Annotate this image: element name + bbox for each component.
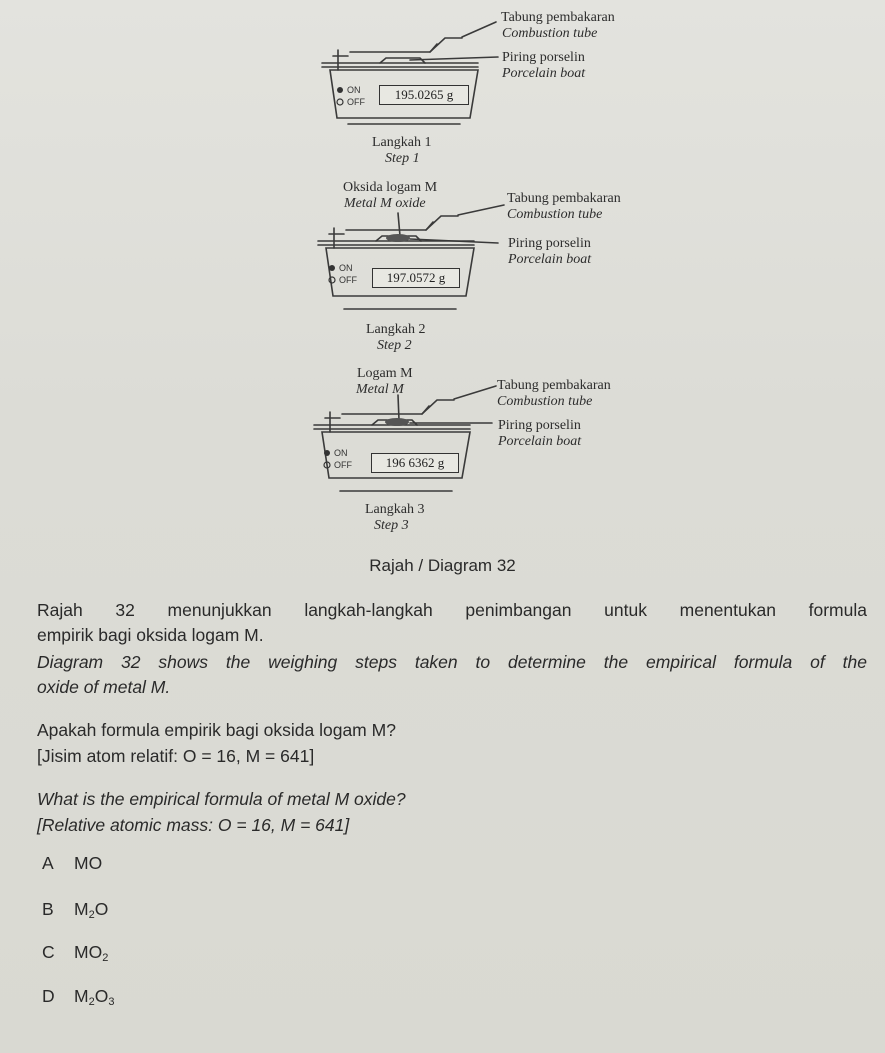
option-formula-main: M (74, 899, 89, 919)
combustion-tube-label-ms: Tabung pembakaran (507, 191, 621, 206)
combustion-tube-label-en: Combustion tube (497, 394, 593, 409)
off-label: OFF (339, 275, 357, 285)
combustion-tube-pointer (454, 386, 496, 399)
scale-reading-step-1: 195.0265 g (379, 85, 469, 105)
combustion-tube-label-ms: Tabung pembakaran (497, 378, 611, 393)
combustion-tube-label-en: Combustion tube (507, 207, 603, 222)
metal-oxide-label-en: Metal M oxide (344, 196, 426, 211)
on-label: ON (339, 263, 353, 273)
porcelain-boat-label-en: Porcelain boat (508, 252, 592, 267)
porcelain-boat-label-ms: Piring porselin (502, 50, 585, 65)
off-label: OFF (334, 460, 352, 470)
option-letter: A (42, 853, 54, 873)
option-formula-subscript: 2 (102, 952, 109, 964)
combustion-tube-pointer (458, 205, 504, 215)
step-2-label-en: Step 2 (377, 338, 412, 353)
question-en: What is the empirical formula of metal M oxide? (37, 789, 406, 809)
metal-oxide-pointer (398, 213, 400, 236)
balance-step-2 (318, 205, 504, 309)
balance-step-1 (322, 22, 498, 124)
option-letter: D (42, 986, 55, 1006)
option-letter: C (42, 942, 55, 962)
scale-reading-step-2: 197.0572 g (372, 268, 460, 288)
option-formula: MO (74, 853, 103, 873)
balance-step-3 (314, 386, 496, 491)
intro-en-line-1: Diagram 32 shows the weighing steps taken to determine the empirical formula of the (37, 652, 867, 672)
atomic-mass-en: [Relative atomic mass: O = 16, M = 641] (37, 815, 350, 835)
metal-label-en: Metal M (356, 382, 404, 397)
option-formula-subscript: 2 (88, 996, 95, 1008)
step-2-label-ms: Langkah 2 (366, 322, 426, 337)
intro-ms-line-2: empirik bagi oksida logam M. (37, 625, 264, 645)
option-a[interactable] (42, 852, 102, 874)
metal-sample (385, 418, 409, 426)
step-3-label-ms: Langkah 3 (365, 502, 425, 517)
porcelain-boat-label-en: Porcelain boat (502, 66, 586, 81)
porcelain-boat-label-en: Porcelain boat (498, 434, 582, 449)
option-formula-subscript: 2 (88, 909, 95, 921)
option-formula-subscript-2: 3 (108, 996, 115, 1008)
step-1-label-en: Step 1 (385, 151, 420, 166)
on-label: ON (334, 448, 348, 458)
option-b[interactable] (42, 898, 108, 926)
step-1-label-ms: Langkah 1 (372, 135, 432, 150)
option-letter: B (42, 899, 54, 919)
option-formula-main: MO (74, 942, 103, 962)
metal-oxide-sample (386, 234, 410, 242)
question-ms: Apakah formula empirik bagi oksida logam M? (37, 720, 396, 740)
metal-oxide-label-ms: Oksida logam M (343, 180, 438, 195)
option-c[interactable] (42, 941, 108, 969)
porcelain-boat-label-ms: Piring porselin (508, 236, 591, 251)
porcelain-boat-pointer (410, 57, 498, 60)
on-label: ON (347, 85, 361, 95)
off-label: OFF (347, 97, 365, 107)
option-formula-main: M (74, 986, 89, 1006)
metal-pointer (398, 395, 399, 420)
atomic-mass-ms: [Jisim atom relatif: O = 16, M = 641] (37, 746, 315, 766)
combustion-tube-pointer (462, 22, 496, 37)
option-formula-mid: O (94, 986, 109, 1006)
combustion-tube-label-ms: Tabung pembakaran (501, 10, 615, 25)
combustion-tube-label-en: Combustion tube (502, 26, 598, 41)
scale-reading-step-3: 196 6362 g (371, 453, 459, 473)
metal-label-ms: Logam M (357, 366, 413, 381)
intro-ms-line-1: Rajah 32 menunjukkan langkah-langkah penimbangan untuk menentukan formula (37, 600, 867, 620)
option-d[interactable] (42, 985, 114, 1013)
option-formula-tail: O (94, 899, 109, 919)
diagram-caption: Rajah / Diagram 32 (369, 556, 516, 575)
step-3-label-en: Step 3 (374, 518, 409, 533)
porcelain-boat-label-ms: Piring porselin (498, 418, 581, 433)
intro-en-line-2: oxide of metal M. (37, 677, 171, 697)
